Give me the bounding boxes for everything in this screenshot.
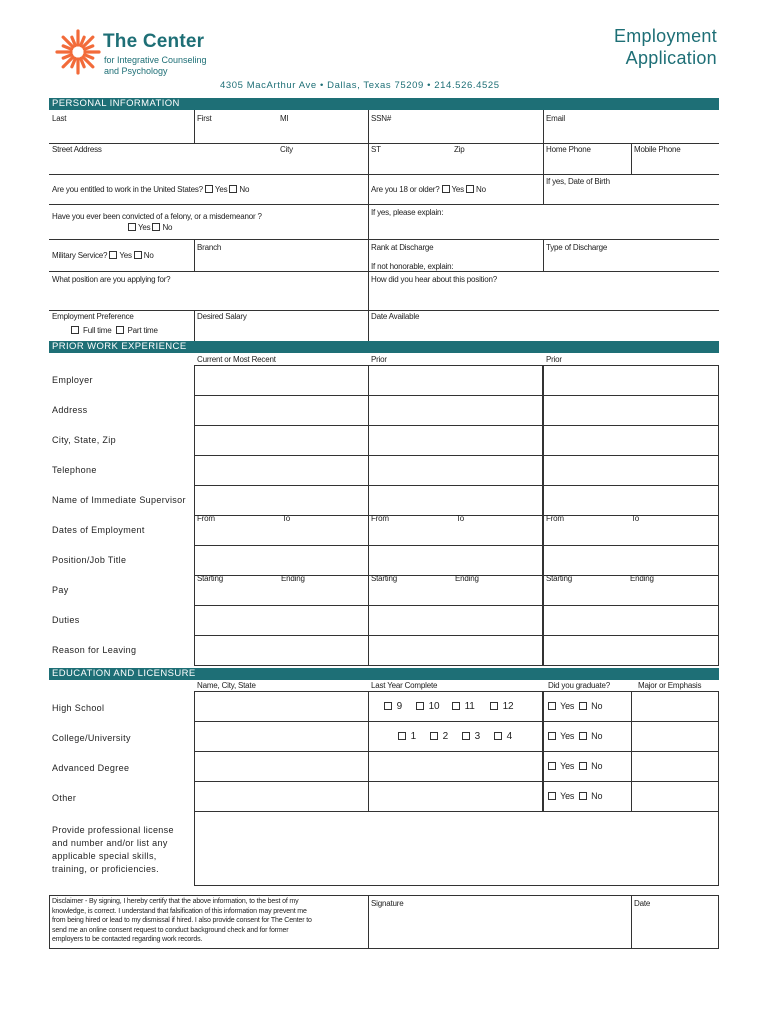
checkbox[interactable] [109, 251, 117, 259]
year-option: 1 [398, 731, 416, 742]
prior-cell[interactable] [194, 365, 369, 396]
education-row-label: College/University [52, 733, 131, 743]
prior-cell[interactable] [194, 545, 369, 576]
preference-options: Full time Part time [71, 326, 158, 335]
prior-row-label: Name of Immediate Supervisor [52, 495, 186, 505]
year-option: 4 [494, 731, 512, 742]
education-cell[interactable] [194, 781, 369, 812]
prior-cell[interactable] [543, 395, 719, 426]
checkbox[interactable] [416, 702, 424, 710]
last-name-field[interactable]: Last [52, 114, 67, 123]
checkbox[interactable] [579, 702, 587, 710]
prior-row-label: Duties [52, 615, 80, 625]
rank-field[interactable]: Rank at Discharge [371, 243, 434, 252]
checkbox[interactable] [442, 185, 450, 193]
column-header: Did you graduate? [548, 681, 610, 690]
org-tagline: for Integrative Counseling [104, 55, 207, 65]
checkbox[interactable] [116, 326, 124, 334]
education-cell[interactable] [194, 691, 369, 722]
prior-row-label: Address [52, 405, 88, 415]
education-row-label: Other [52, 793, 77, 803]
prior-cell[interactable] [368, 485, 543, 516]
education-row-label: Advanced Degree [52, 763, 130, 773]
graduate-options: Yes No [548, 791, 602, 801]
mi-field[interactable]: MI [280, 114, 289, 123]
prior-cell[interactable] [543, 545, 719, 576]
column-header: Current or Most Recent [197, 355, 276, 364]
prior-row-label: Telephone [52, 465, 97, 475]
prior-cell[interactable] [194, 485, 369, 516]
prior-cell[interactable] [368, 395, 543, 426]
prior-row-label: Position/Job Title [52, 555, 127, 565]
state-field[interactable]: ST [371, 145, 381, 154]
checkbox[interactable] [548, 732, 556, 740]
hear-field[interactable]: How did you hear about this position? [371, 275, 498, 284]
entitled-question: Are you entitled to work in the United States? Yes No [52, 185, 250, 194]
section-header: PRIOR WORK EXPERIENCE [49, 341, 719, 353]
education-cell[interactable] [194, 721, 369, 752]
checkbox[interactable] [71, 326, 79, 334]
checkbox[interactable] [579, 762, 587, 770]
checkbox[interactable] [494, 732, 502, 740]
email-field[interactable]: Email [546, 114, 566, 123]
column-header: Prior [371, 355, 387, 364]
year-option: 2 [430, 731, 448, 742]
section-header: EDUCATION AND LICENSURE [49, 668, 719, 680]
prior-cell[interactable] [543, 605, 719, 636]
first-name-field[interactable]: First [197, 114, 212, 123]
military-question: Military Service? Yes No [52, 251, 154, 260]
age-question: Are you 18 or older? Yes No [371, 185, 486, 194]
disclaimer-text: employers to be contacted regarding work records. [52, 936, 203, 943]
discharge-type-field[interactable]: Type of Discharge [546, 243, 608, 252]
checkbox[interactable] [128, 223, 136, 231]
checkbox[interactable] [548, 762, 556, 770]
signature-field[interactable]: Signature [371, 899, 404, 908]
disclaimer-text: knowledge, is correct. I understand that falsification of this information may prevent me [52, 907, 307, 915]
dob-field[interactable]: If yes, Date of Birth [546, 177, 610, 186]
checkbox[interactable] [579, 792, 587, 800]
prior-cell[interactable] [368, 425, 543, 456]
home-phone-field[interactable]: Home Phone [546, 145, 591, 154]
prior-cell[interactable] [368, 545, 543, 576]
date-field[interactable]: Date [634, 899, 651, 908]
checkbox[interactable] [430, 732, 438, 740]
checkbox[interactable] [548, 702, 556, 710]
checkbox[interactable] [152, 223, 160, 231]
year-option: 10 [416, 701, 439, 712]
checkbox[interactable] [462, 732, 470, 740]
prior-row-label: Dates of Employment [52, 525, 145, 535]
education-cell[interactable] [368, 721, 543, 752]
branch-field[interactable]: Branch [197, 243, 222, 252]
checkbox[interactable] [384, 702, 392, 710]
education-cell[interactable] [631, 721, 719, 752]
city-field[interactable]: City [280, 145, 293, 154]
section-header: PERSONAL INFORMATION [49, 98, 719, 110]
prior-cell[interactable] [368, 455, 543, 486]
graduate-options: Yes No [548, 701, 602, 711]
checkbox[interactable] [452, 702, 460, 710]
checkbox[interactable] [205, 185, 213, 193]
prior-cell[interactable] [194, 395, 369, 426]
prior-cell[interactable] [543, 485, 719, 516]
prior-cell[interactable] [543, 365, 719, 396]
column-header: Name, City, State [197, 681, 256, 690]
prior-cell[interactable] [368, 635, 543, 666]
zip-field[interactable]: Zip [454, 145, 465, 154]
org-tagline: and Psychology [104, 66, 168, 76]
education-cell[interactable] [194, 751, 369, 782]
license-label: and number and/or list any [52, 838, 168, 848]
checkbox[interactable] [134, 251, 142, 259]
license-label: training, or proficiencies. [52, 864, 159, 874]
license-field[interactable] [194, 811, 719, 886]
education-cell[interactable] [631, 691, 719, 722]
prior-cell[interactable] [368, 365, 543, 396]
page-title: Employment [613, 26, 717, 46]
checkbox[interactable] [490, 702, 498, 710]
prior-cell[interactable] [368, 605, 543, 636]
prior-row-label: Reason for Leaving [52, 645, 137, 655]
prior-cell[interactable] [194, 635, 369, 666]
graduate-options: Yes No [548, 731, 602, 741]
ssn-field[interactable]: SSN# [371, 114, 392, 123]
column-header: Last Year Complete [371, 681, 438, 690]
education-row-label: High School [52, 703, 105, 713]
date-available-field[interactable]: Date Available [371, 312, 420, 321]
prior-cell[interactable] [194, 455, 369, 486]
license-label: Provide professional license [52, 825, 174, 835]
checkbox[interactable] [548, 792, 556, 800]
disclaimer-text: send me an online consent request to conduct background check and for former [52, 926, 289, 934]
education-cell[interactable] [631, 781, 719, 812]
prior-row-label: Employer [52, 375, 93, 385]
checkbox[interactable] [229, 185, 237, 193]
not-honorable-field[interactable]: If not honorable, explain: [371, 262, 454, 271]
year-option: 9 [384, 701, 402, 712]
year-option: 3 [462, 731, 480, 742]
salary-field[interactable]: Desired Salary [197, 312, 247, 321]
disclaimer-text: Disclaimer - By signing, I hereby certify that the above information, to the best of my [52, 898, 299, 905]
employment-preference: Employment Preference [52, 312, 134, 321]
logo-icon [55, 29, 101, 75]
felony-options: Yes No [128, 223, 172, 232]
position-field[interactable]: What position are you applying for? [52, 275, 171, 284]
prior-row-label: City, State, Zip [52, 435, 116, 445]
explain-field[interactable]: If yes, please explain: [371, 208, 444, 217]
year-option: 11 [452, 701, 475, 712]
felony-question: Have you ever been convicted of a felony, or a misdemeanor ? [52, 212, 262, 221]
column-header: Major or Emphasis [638, 681, 702, 690]
education-cell[interactable] [631, 751, 719, 782]
prior-cell[interactable] [543, 425, 719, 456]
checkbox[interactable] [466, 185, 474, 193]
prior-cell[interactable] [194, 605, 369, 636]
mobile-phone-field[interactable]: Mobile Phone [634, 145, 681, 154]
column-header: Prior [546, 355, 562, 364]
page-title: Application [625, 48, 717, 68]
prior-cell[interactable] [194, 425, 369, 456]
checkbox[interactable] [579, 732, 587, 740]
education-cell[interactable] [368, 751, 543, 782]
org-address: 4305 MacArthur Ave • Dallas, Texas 75209 • 214.526.4525 [220, 80, 500, 91]
street-field[interactable]: Street Address [52, 145, 102, 154]
license-label: applicable special skills, [52, 851, 157, 861]
checkbox[interactable] [398, 732, 406, 740]
prior-row-label: Pay [52, 585, 69, 595]
education-cell[interactable] [368, 781, 543, 812]
year-option: 12 [490, 701, 513, 712]
disclaimer-text: from being hired or lead to my dismissal if hired. I also provide consent for The Center to [52, 917, 312, 924]
graduate-options: Yes No [548, 761, 602, 771]
org-name: The Center [103, 31, 205, 52]
prior-cell[interactable] [543, 635, 719, 666]
prior-cell[interactable] [543, 455, 719, 486]
